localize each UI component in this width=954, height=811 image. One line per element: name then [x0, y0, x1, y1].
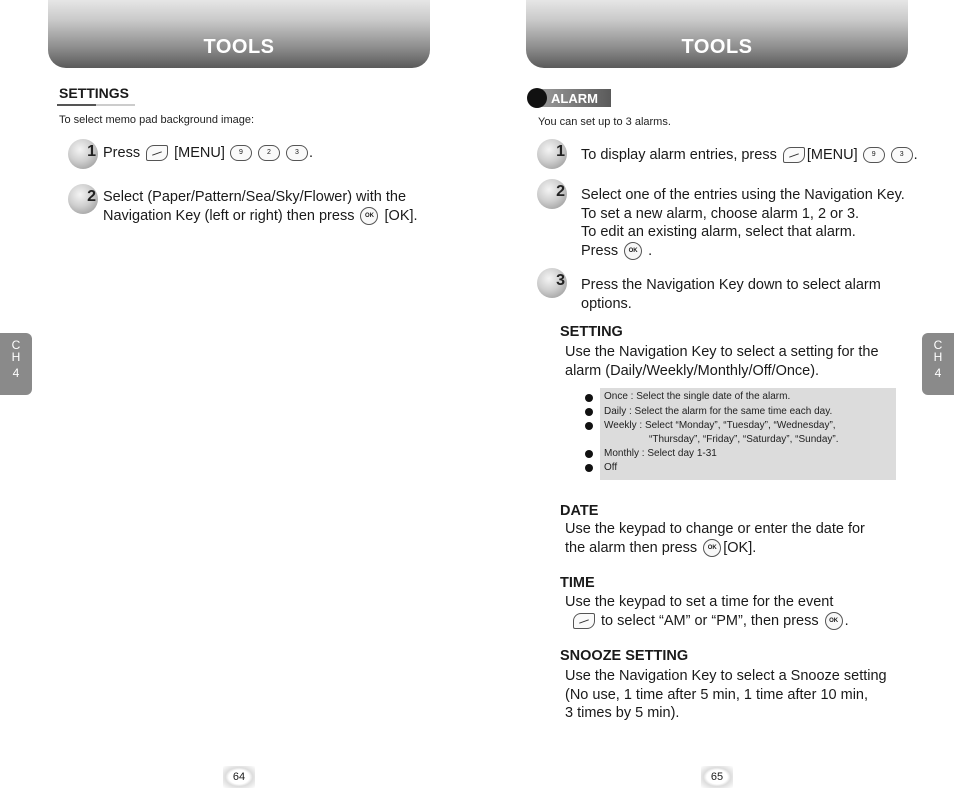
ok-key-icon: OK — [703, 539, 721, 557]
alarm-intro: You can set up to 3 alarms. — [538, 116, 671, 128]
alarm-step-2-text: Select one of the entries using the Navigation Key. To set a new alarm, choose alarm 1, 2 or 3. To edit an existing alarm, select that alarm. Press OK . — [581, 187, 905, 259]
setting-desc: Use the Navigation Key to select a setting for the alarm (Daily/Weekly/Monthly/Off/Once). — [565, 344, 879, 379]
page-number-right: 65 — [701, 766, 733, 788]
ok-key-icon: OK — [360, 207, 378, 225]
step-2-badge: 2 — [68, 184, 98, 214]
right-page — [477, 0, 954, 811]
softkey-icon — [573, 613, 595, 629]
option-weekly: Weekly : Select “Monday”, “Tuesday”, “Wednesday”, — [604, 420, 836, 431]
right-header — [526, 0, 908, 68]
chapter-tab-left: C H 4 — [0, 333, 32, 395]
snooze-heading: SNOOZE SETTING — [560, 648, 689, 664]
bullet-icon — [585, 394, 593, 402]
alarm-badge: ALARM — [527, 88, 611, 108]
ok-key-icon: OK — [825, 612, 843, 630]
date-desc: Use the keypad to change or enter the date for the alarm then press OK [OK]. — [565, 521, 865, 556]
settings-intro: To select memo pad background image: — [59, 114, 255, 126]
menu-softkey-icon — [783, 147, 805, 163]
time-heading: TIME — [560, 575, 595, 591]
page-number-left: 64 — [223, 766, 255, 788]
menu-softkey-icon — [146, 145, 168, 161]
snooze-desc: Use the Navigation Key to select a Snooze setting (No use, 1 time after 5 min, 1 time after 10 min, 3 times by 5 min). — [565, 668, 887, 721]
key-3-icon: 3 — [891, 147, 913, 163]
alarm-badge-dot-icon — [527, 88, 547, 108]
key-3-icon: 3 — [286, 145, 308, 161]
alarm-step-1-badge: 1 — [537, 139, 567, 169]
ok-key-icon: OK — [624, 242, 642, 260]
alarm-step-2-badge: 2 — [537, 179, 567, 209]
alarm-step-3-text: Press the Navigation Key down to select alarm options. — [581, 277, 881, 312]
option-weekly-cont: “Thursday”, “Friday”, “Saturday”, “Sunday”. — [649, 434, 839, 445]
right-header-title: TOOLS — [681, 36, 753, 58]
date-heading: DATE — [560, 503, 599, 519]
step-1-badge: 1 — [68, 139, 98, 169]
left-step-1-text: Press [MENU] 9 2 3 . — [103, 145, 314, 161]
option-off: Off — [604, 462, 618, 473]
left-step-2-text: Select (Paper/Pattern/Sea/Sky/Flower) with the Navigation Key (left or right) then press OK [OK]. — [103, 189, 418, 224]
option-daily: Daily : Select the alarm for the same time each day. — [604, 406, 833, 417]
settings-title: SETTINGS — [59, 85, 130, 101]
alarm-step-1-text: To display alarm entries, press [MENU] 9 3 . — [581, 147, 918, 163]
setting-heading: SETTING — [560, 324, 623, 340]
option-monthly: Monthly : Select day 1-31 — [604, 448, 717, 459]
left-header — [48, 0, 430, 68]
alarm-step-3-badge: 3 — [537, 268, 567, 298]
bullet-icon — [585, 422, 593, 430]
bullet-icon — [585, 464, 593, 472]
option-once: Once : Select the single date of the alarm. — [604, 391, 791, 402]
left-header-title: TOOLS — [203, 36, 275, 58]
key-9-icon: 9 — [230, 145, 252, 161]
bullet-icon — [585, 450, 593, 458]
chapter-tab-right: C H 4 — [922, 333, 954, 395]
time-desc: Use the keypad to set a time for the event to select “AM” or “PM”, then press OK . — [565, 594, 849, 629]
key-2-icon: 2 — [258, 145, 280, 161]
bullet-icon — [585, 408, 593, 416]
settings-underline — [57, 104, 135, 106]
key-9-icon: 9 — [863, 147, 885, 163]
